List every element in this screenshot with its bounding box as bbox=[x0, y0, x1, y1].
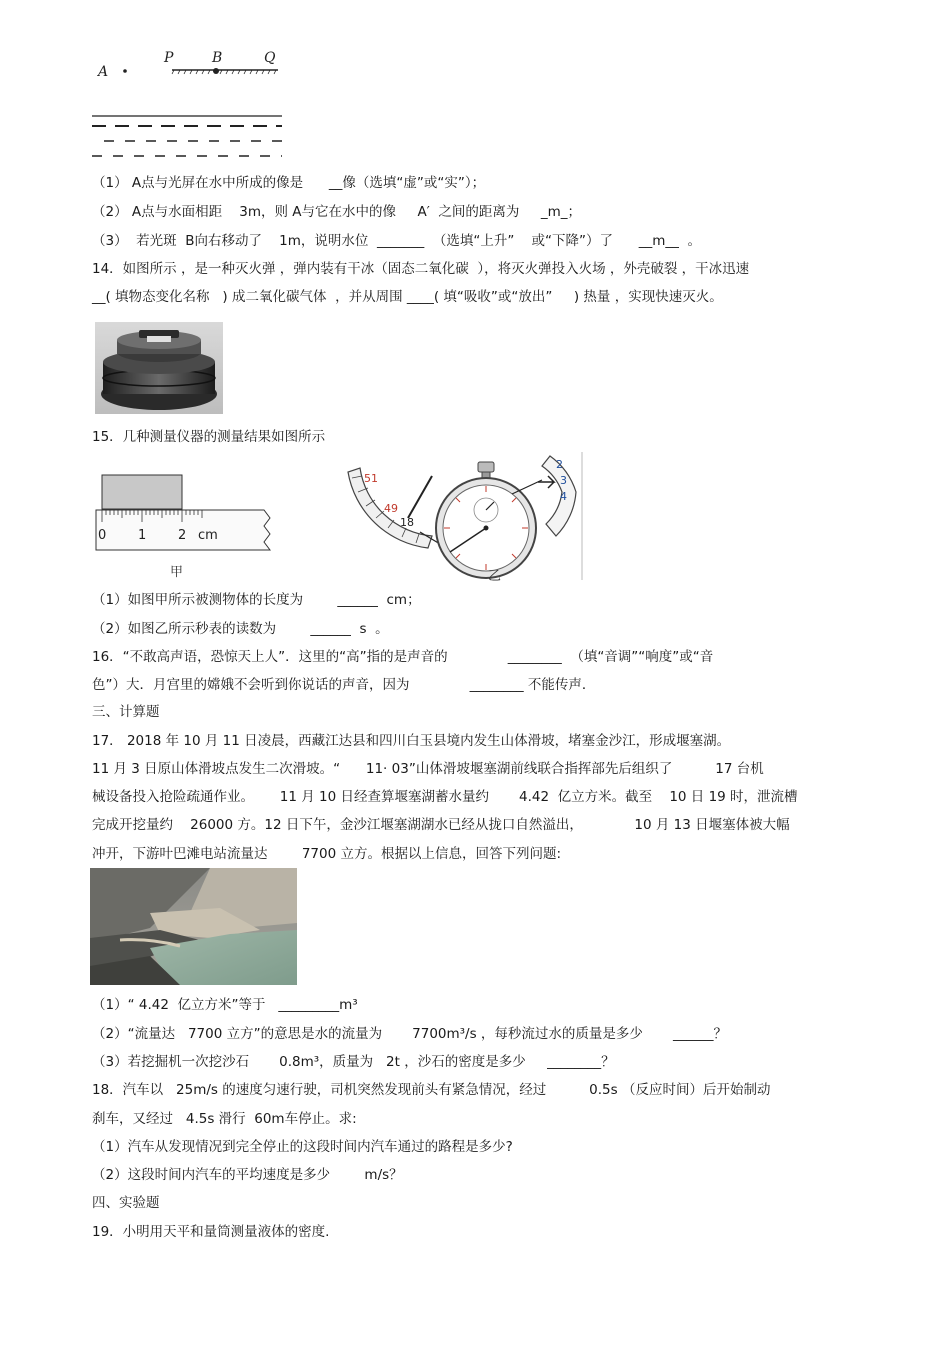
q15-sub1: （1）如图甲所示被测物体的长度为 ______ cm； bbox=[92, 592, 421, 608]
ruler-tick-2: 2 bbox=[178, 528, 187, 543]
q15-sub2: （2）如图乙所示秒表的读数为 ______ s 。 bbox=[92, 621, 389, 637]
spot-b bbox=[213, 68, 219, 74]
q13-sub3: （3） 若光斑 B向右移动了 1m，说明水位 _______ （选填“上升” 或“下降”）了 __m__ 。 bbox=[92, 233, 701, 249]
q13-sub1: （1） A点与光屏在水中所成的像是 __像（选填“虚”或“实”）； bbox=[92, 175, 486, 191]
q18-sub1: （1）汽车从发现情况到完全停止的这段时间内汽车通过的路程是多少? bbox=[92, 1139, 513, 1155]
label-q: Q bbox=[264, 50, 276, 66]
figure-ruler bbox=[92, 470, 277, 580]
q17-line3: 械设备投入抢险疏通作业。 11 月 10 日经查算堰塞湖蓄水量约 4.42 亿立方米。截至 10 日 19 时，泄流槽 bbox=[92, 789, 798, 805]
right-dial-4: 4 bbox=[560, 490, 567, 503]
right-dial-2: 2 bbox=[556, 458, 563, 471]
ruler-unit: cm bbox=[198, 528, 218, 543]
q19-line1: 19．小明用天平和量筒测量液体的密度. bbox=[92, 1224, 330, 1240]
q14-line1: 14．如图所示 ，是一种灭火弹 ，弹内装有干冰（固态二氧化碳 ），将灭火弹投入火场 ，外壳破裂 ，干冰迅速 bbox=[92, 261, 750, 277]
q16-line2: 色”）大．月宫里的嫦娥不会听到你说话的声音，因为 ________ 不能传声． bbox=[92, 677, 596, 693]
measured-object bbox=[102, 475, 182, 509]
q17-line4: 完成开挖量约 26000 方。12 日下午，金沙江堰塞湖湖水已经从拢口自然溢出， 10 月 13 日堰塞体被大幅 bbox=[92, 817, 790, 833]
caption-jia: 甲 bbox=[170, 565, 184, 580]
q16-line1: 16．“不敢高声语，恐惊天上人”．这里的“高”指的是声音的 ________ （填“音调”“响度”或“音 bbox=[92, 649, 714, 665]
left-dial-49: 49 bbox=[384, 502, 398, 515]
q17-line5: 冲开，下游叶巴滩电站流量达 7700 立方。根据以上信息，回答下列问题: bbox=[92, 846, 562, 862]
q13-sub2: （2） A点与水面相距 3m，则 A与它在水中的像 A′ 之间的距离为 _m_； bbox=[92, 204, 581, 220]
caption-yi: 乙 bbox=[488, 569, 502, 584]
q18-line2: 刹车，又经过 4.5s 滑行 60m车停止。求: bbox=[92, 1111, 357, 1127]
stopwatch-crown bbox=[478, 462, 494, 472]
left-dial-51: 51 bbox=[364, 472, 378, 485]
ruler-tick-0: 0 bbox=[98, 528, 107, 543]
label-p: P bbox=[164, 50, 174, 66]
section-three-heading: 三、计算题 bbox=[92, 704, 160, 720]
q17-line2: 11 月 3 日原山体滑坡点发生二次滑坡。“ 11· 03”山体滑坡堰塞湖前线联合指挥部先后组织了 17 台机 bbox=[92, 761, 764, 777]
figure-stopwatch bbox=[342, 452, 587, 584]
section-four-heading: 四、实验题 bbox=[92, 1195, 160, 1211]
point-a bbox=[123, 69, 127, 73]
ruler-tick-1: 1 bbox=[138, 528, 147, 543]
q17-sub3: （3）若挖掘机一次挖沙石 0.8m³，质量为 2t ，沙石的密度是多少 ________？ bbox=[92, 1054, 615, 1070]
label-a: A bbox=[98, 64, 109, 80]
photo-fire-bomb bbox=[95, 322, 223, 414]
q15-title: 15．几种测量仪器的测量结果如图所示 bbox=[92, 429, 326, 445]
right-dial-3: 3 bbox=[560, 474, 567, 487]
left-dial-pointer bbox=[408, 476, 432, 518]
left-dial-18: 18 bbox=[400, 516, 414, 529]
figure-light-screen bbox=[92, 46, 292, 164]
right-dial-pointer bbox=[538, 476, 554, 488]
q18-line1: 18．汽车以 25m/s 的速度匀速行驶，司机突然发现前头有紧急情况，经过 0.5s （反应时间）后开始制动 bbox=[92, 1082, 771, 1098]
label-b: B bbox=[212, 50, 223, 66]
photo-landslide-lake bbox=[90, 868, 297, 985]
q17-sub2: （2）“流量达 7700 立方”的意思是水的流量为 7700m³/s ，每秒流过水的质量是多少 ______？ bbox=[92, 1026, 727, 1042]
q14-line2: __( 填物态变化名称 ) 成二氧化碳气体 ，并从周围 ____( 填“吸收”或“放出” ) 热量 ，实现快速灭火。 bbox=[92, 289, 723, 305]
q17-sub1: （1）“ 4.42 亿立方米”等于 _________m³ bbox=[92, 997, 358, 1013]
q18-sub2: （2）这段时间内汽车的平均速度是多少 m/s？ bbox=[92, 1167, 403, 1183]
q17-line1: 17． 2018 年 10 月 11 日凌晨，西藏江达县和四川白玉县境内发生山体滑坡，堵塞金沙江，形成堰塞湖。 bbox=[92, 733, 731, 749]
